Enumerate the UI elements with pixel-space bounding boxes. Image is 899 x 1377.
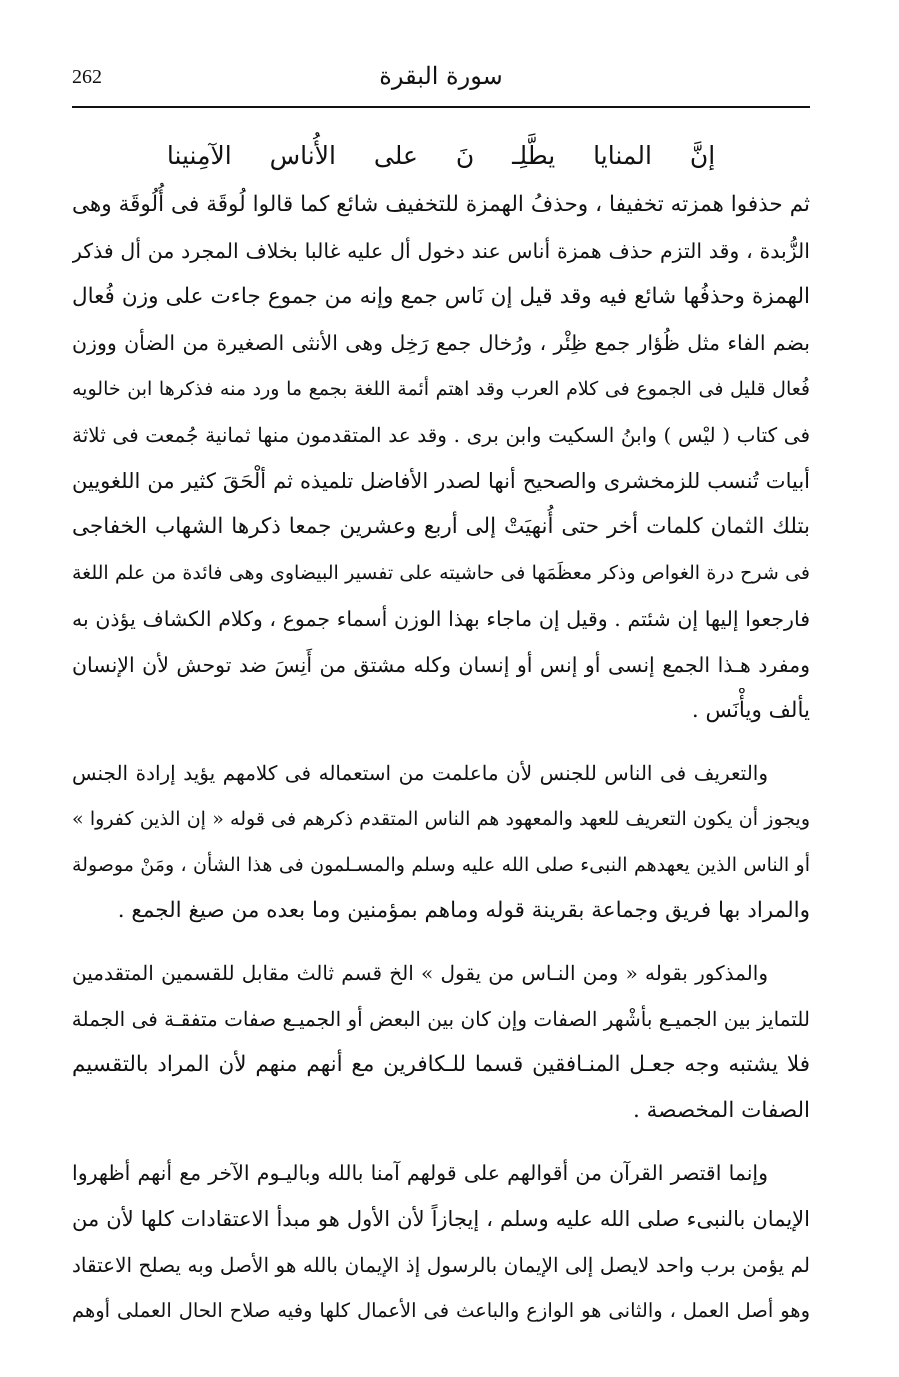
text-line: أو الناس الذين يعهدهم النبىء صلى الله عليه وسلم والمسـلمون فى هذا الشأن ، ومَنْ موصولة <box>72 854 810 876</box>
text-line: وهو أصل العمل ، والثانى هو الوازع والباعث فى الأعمال كلها وفيه صلاح الحال العملى أوهم <box>72 1299 810 1322</box>
page-header <box>72 52 810 108</box>
paragraph <box>72 1150 810 1334</box>
text-line: أبيات تُنسب للزمخشرى والصحيح أنها لصدر الأفاضل تلميذه ثم ألْحَقَ كثير من اللغويين <box>72 469 810 493</box>
text-line: الصفات المخصصة . <box>633 1098 810 1123</box>
poetry-verse: إنَّ المنايا يطَّلِـ نَ على الأُناس الآمِنينا <box>166 141 716 170</box>
text-line: والمذكور بقوله « ومن النـاس من يقول » الخ قسم ثالث مقابل للقسمين المتقدمين <box>72 961 768 985</box>
paragraph-gap <box>72 1134 810 1150</box>
text-line: فارجعوا إليها إن شئتم . وقيل إن ماجاء بهذا الوزن أسماء جموع ، وكلام الكشاف يؤذن به <box>72 607 810 631</box>
text-line: بتلك الثمان كلمات أخر حتى أُنهيَتْ إلى أربع وعشرين جمعا ذكرها الشهاب الخفاجى <box>72 514 810 539</box>
surah-title: سورة البقرة <box>379 62 503 90</box>
paragraph <box>72 950 810 1134</box>
text-line: فى كتاب ( ليْس ) وابنُ السكيت وابن برى . وقد عد المتقدمون منها ثمانية جُمعت فى ثلاثة <box>72 423 810 447</box>
text-line: فُعال قليل فى الجموع فى كلام العرب وقد اهتم أئمة اللغة بجمع ما ورد منه فذكرها ابن خالويه <box>72 378 810 400</box>
paragraph <box>72 182 810 734</box>
text-line: وإنما اقتصر القرآن من أقوالهم على قولهم آمنا بالله وباليـوم الآخر مع أنهم أظهروا <box>72 1161 768 1185</box>
text-line: للتمايز بين الجميـع بأشْهر الصفات وإن كان بين البعض أو الجميـع صفات متفقـة فى الجملة <box>72 1007 810 1031</box>
text-line: ويجوز أن يكون التعريف للعهد والمعهود هم الناس المتقدم ذكرهم فى قوله « إن الذين كفروا » <box>72 808 810 830</box>
text-line: والتعريف فى الناس للجنس لأن ماعلمت من استعماله فى كلامهم يؤيد إرادة الجنس <box>72 761 768 785</box>
text-line: يألف ويأْنَس . <box>691 698 810 723</box>
page-number: 262 <box>72 66 102 88</box>
paragraph <box>72 750 810 934</box>
text-line: ثم حذفوا همزته تخفيفا ، وحذفُ الهمزة للتخفيف شائع كما قالوا لُوقَة فى أُلُوقَة وهى <box>72 192 810 217</box>
paragraph-gap <box>72 934 810 950</box>
text-line: الإيمان بالنبىء صلى الله عليه وسلم ، إيجازاً لأن الأول هو مبدأ الاعتقادات كلها لأن من <box>72 1207 810 1231</box>
text-line: فلا يشتبه وجه جعـل المنـافقين قسما للـكافرين مع أنهم منهم لأن المراد بالتقسيم <box>72 1052 810 1077</box>
text-line: لم يؤمن برب واحد لايصل إلى الإيمان بالرسول إذ الإيمان بالله هو الأصل وبه يصلح الاعتقاد <box>72 1253 810 1277</box>
text-line: فى شرح درة الغواص وذكر معظَمَها فى حاشيته على تفسير البيضاوى وهى فائدة من علم اللغة <box>72 562 810 584</box>
text-line: الزُّبدة ، وقد التزم حذف همزة أناس عند دخول أل عليه غالبا بخلاف المجرد من أل فذكر <box>72 239 810 263</box>
text-line: ومفرد هـذا الجمع إنسى أو إنس أو إنسان وكله مشتق من أَنِسَ ضد توحش لأن الإنسان <box>72 653 810 677</box>
text-line: والمراد بها فريق وجماعة بقرينة قوله وماهم بمؤمنين وما بعده من صيغ الجمع . <box>117 898 810 923</box>
paragraph-gap <box>72 734 810 750</box>
text-line: بضم الفاء مثل ظُؤار جمع ظِئْر ، ورُخال جمع رَخِل وهى الأنثى الصغيرة من الضأن ووزن <box>72 331 810 355</box>
text-line: الهمزة وحذفُها شائع فيه وقد قيل إن نَاس جمع وإنه من جموع جاءت على وزن فُعال <box>72 284 810 309</box>
commentary-body <box>72 182 810 1334</box>
